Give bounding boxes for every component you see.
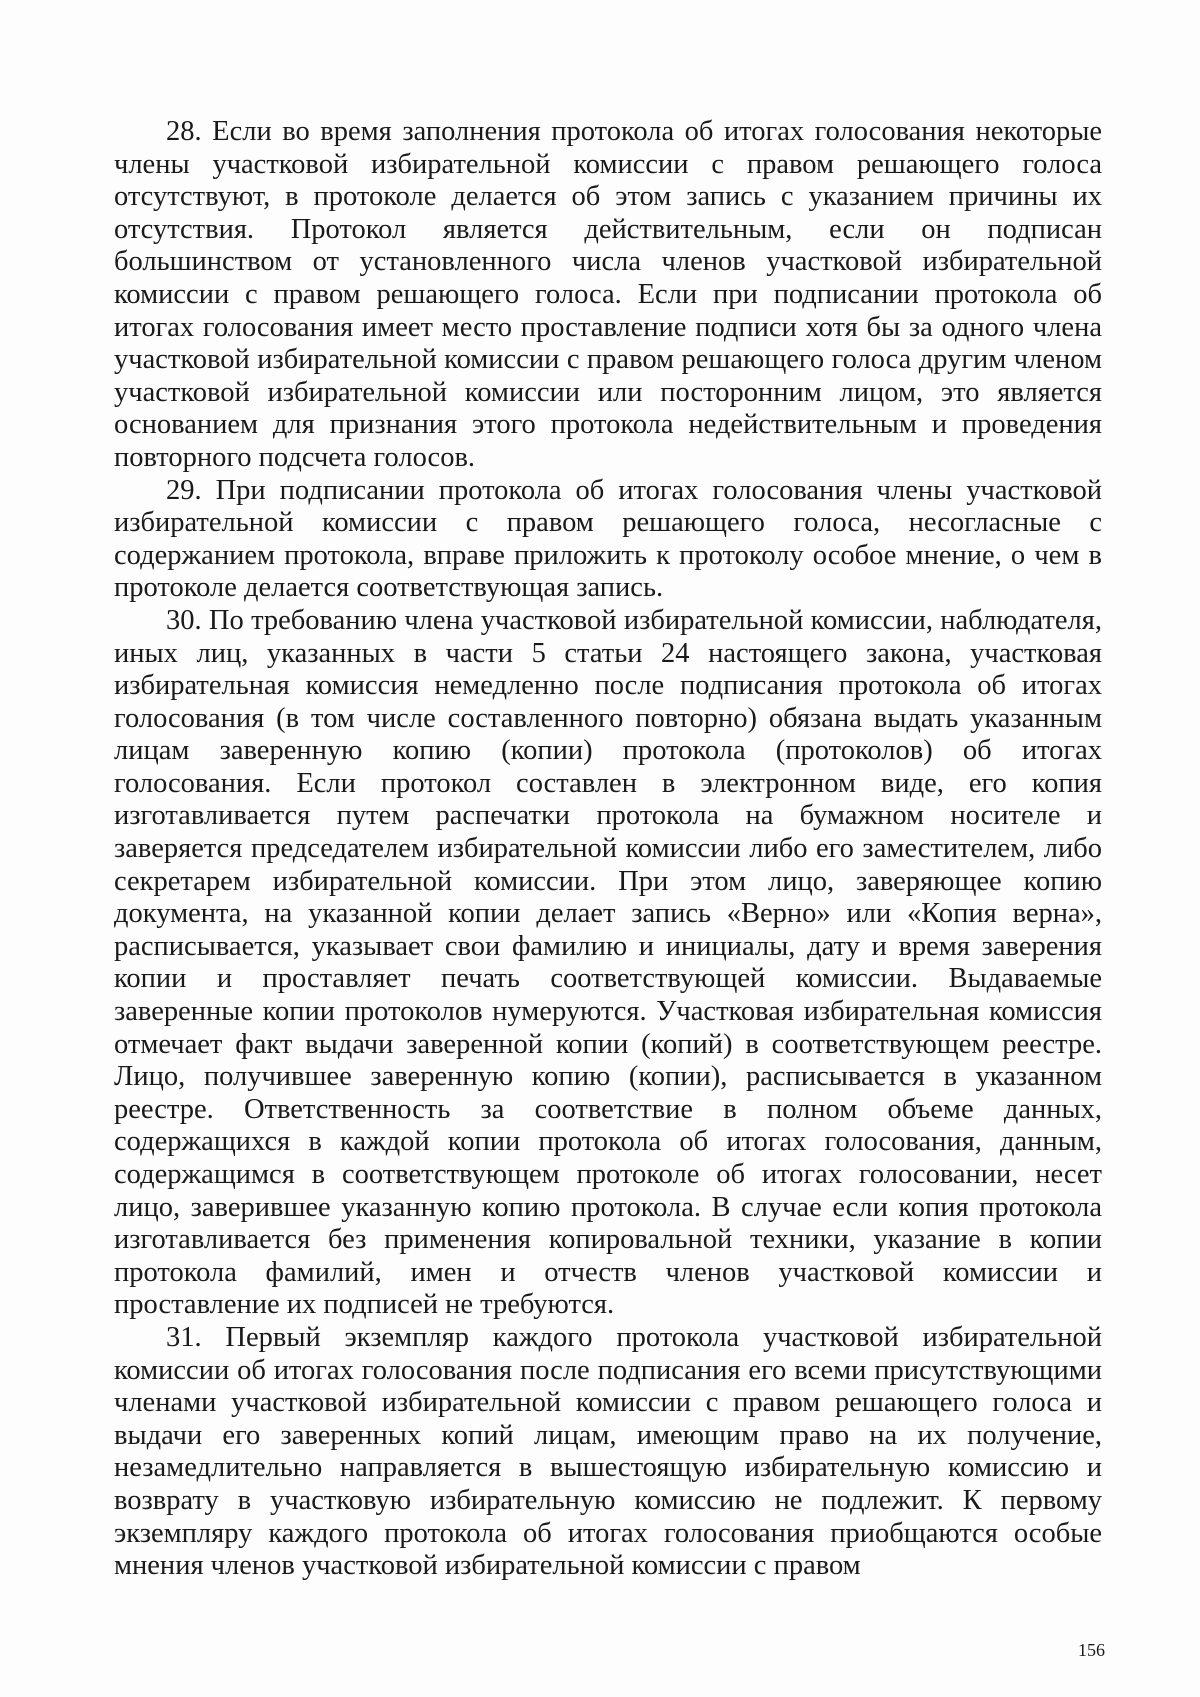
- paragraph-28: 28. Если во время заполнения протокола об итогах голосования некоторые члены участковой избирательной комиссии с правом решающего голоса отсутствуют, в протоколе делается об этом запись с указанием причины их отсутствия. Протокол является действительным, если он подписан большинством от установленного числа членов участковой избирательной комиссии с правом решающего голоса. Если при подписании протокола об итогах голосования имеет место проставление подписи хотя бы за одного члена участковой избирательной комиссии с правом решающего голоса другим членом участковой избирательной комиссии или посторонним лицом, это является основанием для признания этого протокола недействительным и проведения повторного подсчета голосов.: [114, 116, 1102, 473]
- document-body: [114, 116, 1102, 1583]
- paragraph-31: 31. Первый экземпляр каждого протокола участковой избирательной комиссии об итогах голосования после подписания его всеми присутствующими членами участковой избирательной комиссии с правом решающего голоса и выдачи его заверенных копий лицам, имеющим право на их получение, незамедлительно направляется в вышестоящую избирательную комиссию и возврату в участковую избирательную комиссию не подлежит. К первому экземпляру каждого протокола об итогах голосования приобщаются особые мнения членов участковой избирательной комиссии с правом: [114, 1321, 1102, 1582]
- paragraph-29: 29. При подписании протокола об итогах голосования члены участковой избирательной комиссии с правом решающего голоса, несогласные с содержанием протокола, вправе приложить к протоколу особое мнение, о чем в протоколе делается соответствующая запись.: [114, 474, 1102, 604]
- page-number: 156: [1078, 1640, 1105, 1660]
- paragraph-30: 30. По требованию члена участковой избирательной комиссии, наблюдателя, иных лиц, указанных в части 5 статьи 24 настоящего закона, участковая избирательная комиссия немедленно после подписания протокола об итогах голосования (в том числе составленного повторно) обязана выдать указанным лицам заверенную копию (копии) протокола (протоколов) об итогах голосования. Если протокол составлен в электронном виде, его копия изготавливается путем распечатки протокола на бумажном носителе и заверяется председателем избирательной комиссии либо его заместителем, либо секретарем избирательной комиссии. При этом лицо, заверяющее копию документа, на указанной копии делает запись «Верно» или «Копия верна», расписывается, указывает свои фамилию и инициалы, дату и время заверения копии и проставляет печать соответствующей комиссии. Выдаваемые заверенные копии протоколов нумеруются. Участковая избирательная комиссия отмечает факт выдачи заверенной копии (копий) в соответствующем реестре. Лицо, получившее заверенную копию (копии), расписывается в указанном реестре. Ответственность за соответствие в полном объеме данных, содержащихся в каждой копии протокола об итогах голосования, данным, содержащимся в соответствующем протоколе об итогах голосовании, несет лицо, заверившее указанную копию протокола. В случае если копия протокола изготавливается без применения копировальной техники, указание в копии протокола фамилий, имен и отчеств членов участковой комиссии и проставление их подписей не требуются.: [114, 604, 1102, 1321]
